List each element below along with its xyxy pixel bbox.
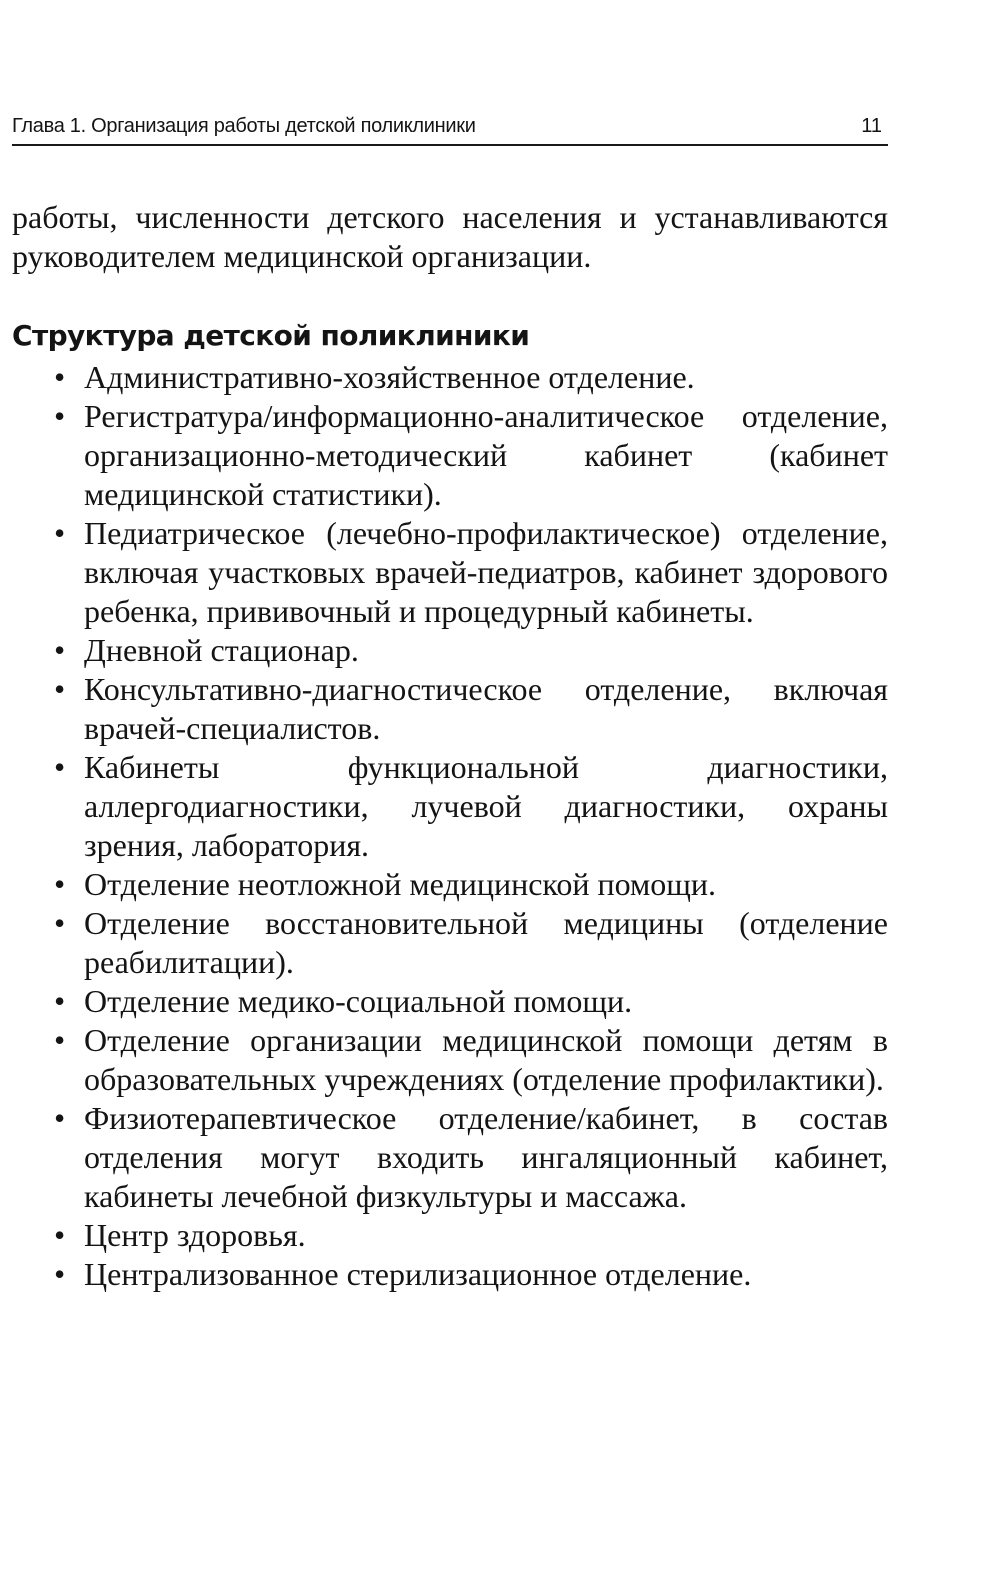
list-item-text: Регистратура/информационно-аналитическое отделение, организационно-методический кабинет (кабинет медицинской статистики). bbox=[84, 398, 888, 512]
intro-paragraph: работы, численности детского населения и устанавливаются руководителем медицинской организации. bbox=[12, 199, 888, 274]
list-item bbox=[12, 1021, 888, 1099]
bullet-icon: • bbox=[54, 1100, 66, 1136]
chapter-title: Глава 1. Организация работы детской поликлиники bbox=[12, 115, 476, 137]
list-item bbox=[12, 670, 888, 748]
list-item-text: Дневной стационар. bbox=[84, 632, 359, 668]
list-item bbox=[12, 514, 888, 631]
list-item-text: Отделение организации медицинской помощи детям в образовательных учреждениях (отделение профилактики). bbox=[84, 1022, 888, 1097]
list-item bbox=[12, 397, 888, 514]
list-item-text: Педиатрическое (лечебно-профилактическое) отделение, включая участковых врачей-педиатров, кабинет здорового ребенка, прививочный и процедурный кабинеты. bbox=[84, 515, 888, 629]
list-item bbox=[12, 982, 888, 1021]
list-item bbox=[12, 1255, 888, 1294]
list-item-text: Административно-хозяйственное отделение. bbox=[84, 359, 695, 395]
list-item-text: Кабинеты функциональной диагностики, аллергодиагностики, лучевой диагностики, охраны зрения, лаборатория. bbox=[84, 749, 888, 863]
list-item bbox=[12, 1099, 888, 1216]
list-item bbox=[12, 865, 888, 904]
list-item-text: Центр здоровья. bbox=[84, 1217, 306, 1253]
bullet-icon: • bbox=[54, 749, 66, 785]
bullet-icon: • bbox=[54, 866, 66, 902]
list-item-text: Отделение медико-социальной помощи. bbox=[84, 983, 633, 1019]
list-item bbox=[12, 631, 888, 670]
bullet-icon: • bbox=[54, 515, 66, 551]
bullet-icon: • bbox=[54, 905, 66, 941]
list-item-text: Отделение восстановительной медицины (отделение реабилитации). bbox=[84, 905, 888, 980]
structure-list bbox=[12, 358, 888, 1294]
list-item-text: Отделение неотложной медицинской помощи. bbox=[84, 866, 716, 902]
running-header bbox=[12, 108, 888, 146]
list-item bbox=[12, 1216, 888, 1255]
list-item-text: Централизованное стерилизационное отделение. bbox=[84, 1256, 752, 1292]
bullet-icon: • bbox=[54, 398, 66, 434]
bullet-icon: • bbox=[54, 359, 66, 395]
list-item bbox=[12, 358, 888, 397]
list-item-text: Физиотерапевтическое отделение/кабинет, в состав отделения могут входить ингаляционный кабинет, кабинеты лечебной физкультуры и массажа. bbox=[84, 1100, 888, 1214]
bullet-icon: • bbox=[54, 983, 66, 1019]
bullet-icon: • bbox=[54, 671, 66, 707]
list-item-text: Консультативно-диагностическое отделение, включая врачей-специалистов. bbox=[84, 671, 888, 746]
list-item bbox=[12, 904, 888, 982]
bullet-icon: • bbox=[54, 1256, 66, 1292]
bullet-icon: • bbox=[54, 1217, 66, 1253]
bullet-icon: • bbox=[54, 1022, 66, 1058]
section-title: Структура детской поликлиники bbox=[12, 319, 530, 352]
list-item bbox=[12, 748, 888, 865]
bullet-icon: • bbox=[54, 632, 66, 668]
page-number: 11 bbox=[861, 115, 882, 137]
